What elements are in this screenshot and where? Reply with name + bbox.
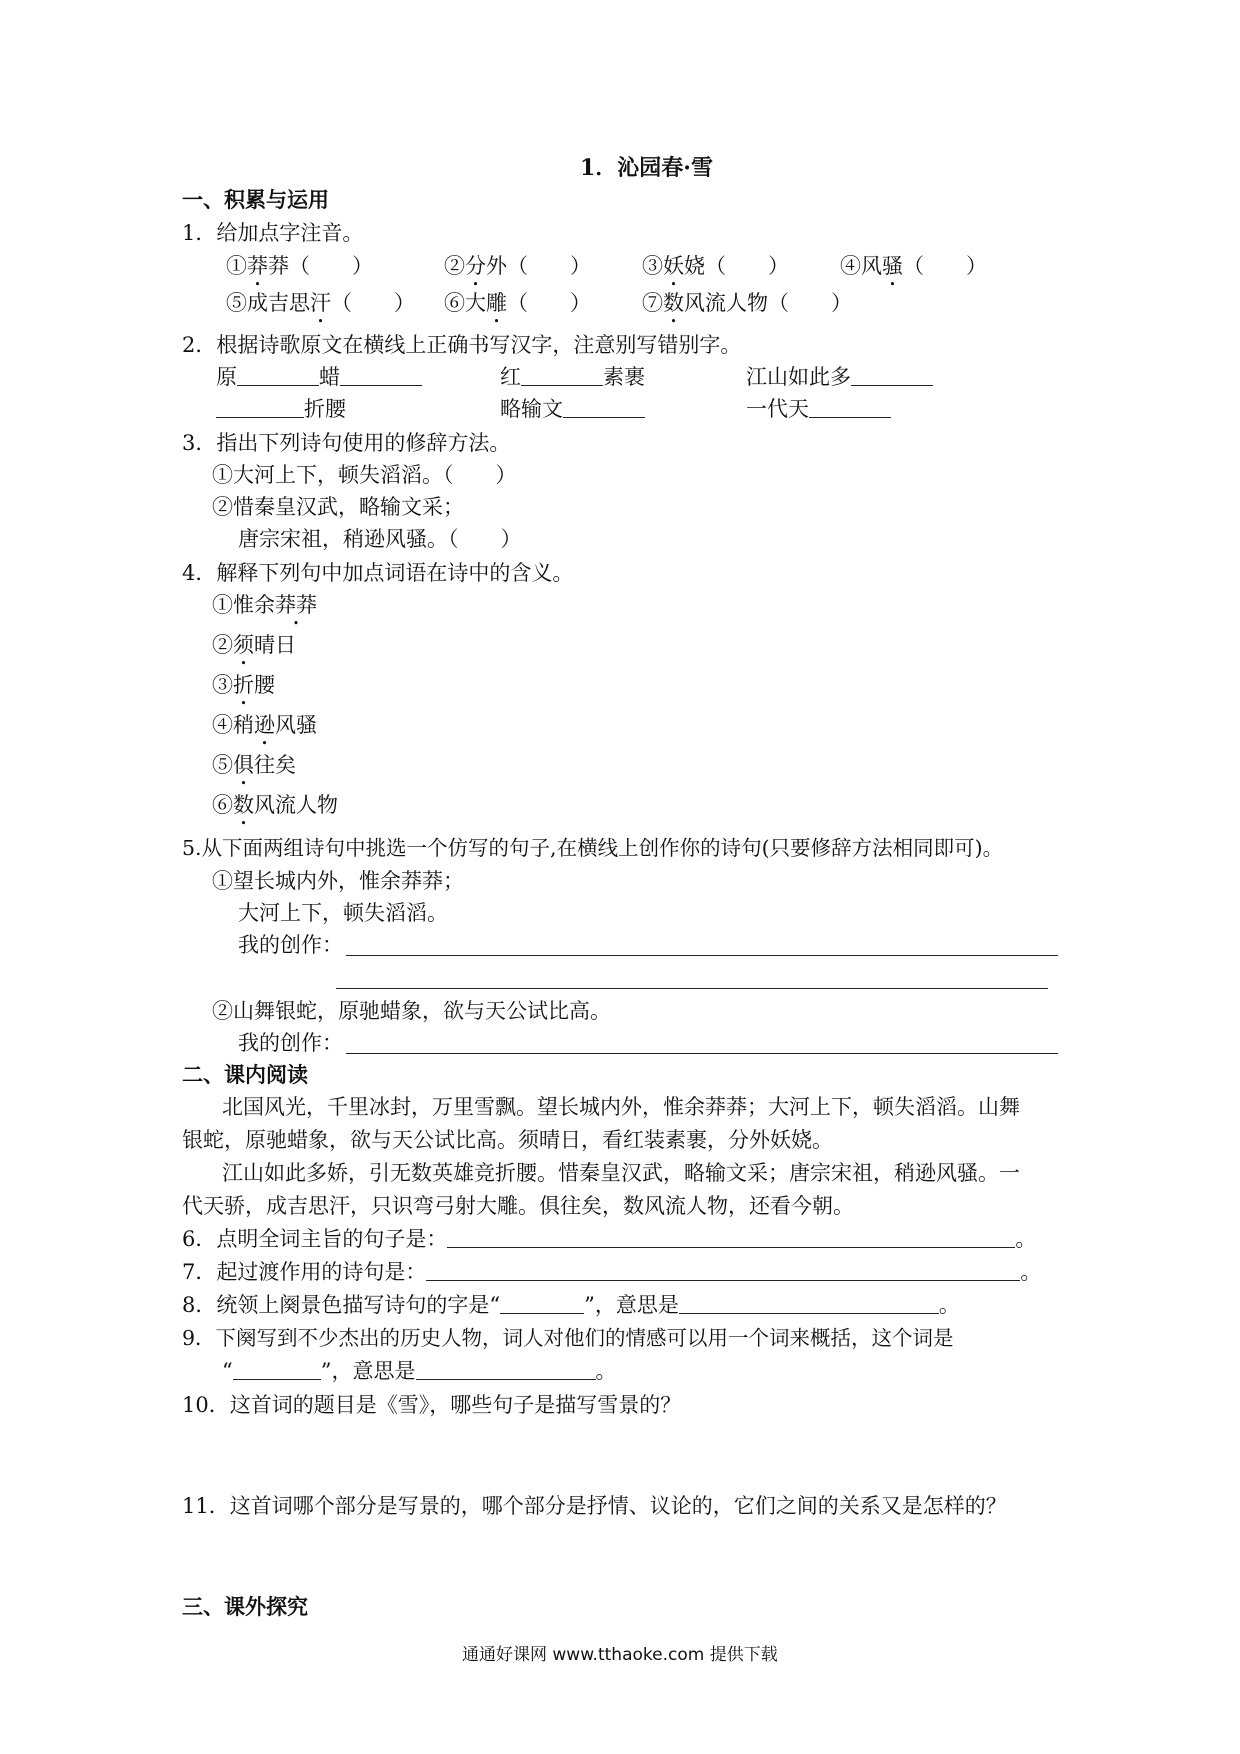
- answer-line[interactable]: [500, 1293, 584, 1314]
- q2-row-2c: 一代天: [746, 394, 891, 424]
- q3-line-1: ①大河上下，顿失滔滔。（ ）: [212, 463, 517, 487]
- question-8: 8．统领上阕景色描写诗句的字是“ ”，意思是 。: [182, 1293, 960, 1317]
- blank-line[interactable]: [340, 365, 422, 386]
- page-title: 1．沁园春·雪: [580, 155, 713, 181]
- blank-line[interactable]: [521, 365, 603, 386]
- q2-row-1c: 江山如此多: [746, 362, 933, 392]
- q5-create-label-2: 我的创作：: [238, 1031, 343, 1055]
- question-9-line-2: “ ”，意思是 。: [222, 1359, 617, 1383]
- q4-item-4: ④稍逊风骚: [212, 713, 317, 737]
- q1-item-6: ⑥大雕（ ）: [444, 291, 591, 315]
- blank-line[interactable]: [216, 397, 304, 418]
- footer-credit: 通通好课网 www.tthaoke.com 提供下载: [462, 1645, 778, 1665]
- question-4-stem: 4．解释下列句中加点词语在诗中的含义。: [182, 561, 574, 585]
- blank-line[interactable]: [809, 397, 891, 418]
- passage-line-3: 江山如此多娇，引无数英雄竞折腰。惜秦皇汉武，略输文采；唐宗宋祖，稍逊风骚。一: [222, 1161, 1020, 1185]
- passage-line-4: 代天骄，成吉思汗，只识弯弓射大雕。俱往矣，数风流人物，还看今朝。: [182, 1194, 854, 1218]
- q1-item-3: ③妖娆（ ）: [642, 254, 789, 278]
- question-1-stem: 1．给加点字注音。: [182, 221, 364, 245]
- blank-line[interactable]: [851, 365, 933, 386]
- blank-line[interactable]: [563, 397, 645, 418]
- answer-line[interactable]: [346, 1053, 1058, 1054]
- answer-line[interactable]: [679, 1293, 939, 1314]
- q4-item-2: ②须晴日: [212, 633, 296, 657]
- section-heading-2: 二、课内阅读: [182, 1063, 308, 1087]
- q2-row-2b: 略输文: [500, 394, 645, 424]
- passage-line-2: 银蛇，原驰蜡象，欲与天公试比高。须晴日，看红装素裹，分外妖娆。: [182, 1128, 833, 1152]
- question-11: 11．这首词哪个部分是写景的，哪个部分是抒情、议论的，它们之间的关系又是怎样的？: [182, 1494, 1007, 1518]
- blank-line[interactable]: [237, 365, 319, 386]
- section-heading-1: 一、积累与运用: [182, 188, 329, 212]
- q1-item-5: ⑤成吉思汗（ ）: [226, 291, 415, 315]
- q2-row-1: 原 蜡: [216, 362, 422, 392]
- q3-line-2: ②惜秦皇汉武，略输文采；: [212, 495, 464, 519]
- answer-line[interactable]: [447, 1227, 1015, 1248]
- question-5-stem: 5.从下面两组诗句中挑选一个仿写的句子,在横线上创作你的诗句(只要修辞方法相同即可)。: [182, 836, 1004, 860]
- q4-item-1: ①惟余莽莽: [212, 593, 317, 617]
- section-heading-3: 三、课外探究: [182, 1595, 308, 1619]
- answer-line[interactable]: [336, 988, 1048, 989]
- answer-line[interactable]: [233, 1359, 321, 1380]
- q5-create-label-1: 我的创作：: [238, 933, 343, 957]
- answer-line[interactable]: [346, 955, 1058, 956]
- q5-option-2: ②山舞银蛇，原驰蜡象，欲与天公试比高。: [212, 999, 611, 1023]
- q4-item-3: ③折腰: [212, 673, 275, 697]
- question-2-stem: 2．根据诗歌原文在横线上正确书写汉字，注意别写错别字。: [182, 333, 742, 357]
- q4-item-6: ⑥数风流人物: [212, 793, 338, 817]
- answer-line[interactable]: [416, 1359, 596, 1380]
- q2-row-1b: 红 素裹: [500, 365, 645, 389]
- answer-line[interactable]: [426, 1260, 1020, 1281]
- q5-option-1-line-1: ①望长城内外，惟余莽莽；: [212, 869, 464, 893]
- question-9-line-1: 9．下阕写到不少杰出的历史人物，词人对他们的情感可以用一个词来概括，这个词是: [182, 1326, 954, 1350]
- q4-item-5: ⑤俱往矣: [212, 753, 296, 777]
- q1-item-7: ⑦数风流人物（ ）: [642, 291, 852, 315]
- q2-row-2: 折腰: [216, 394, 346, 424]
- q1-item-4: ④风骚（ ）: [840, 254, 987, 278]
- question-6: 6．点明全词主旨的句子是： 。: [182, 1227, 1037, 1251]
- question-3-stem: 3．指出下列诗句使用的修辞方法。: [182, 431, 511, 455]
- q3-line-3: 唐宗宋祖，稍逊风骚。（ ）: [238, 527, 522, 551]
- q1-item-2: ②分外（ ）: [444, 254, 591, 278]
- question-10: 10．这首词的题目是《雪》，哪些句子是描写雪景的？: [182, 1393, 682, 1417]
- question-7: 7．起过渡作用的诗句是： 。: [182, 1260, 1042, 1284]
- passage-line-1: 北国风光，千里冰封，万里雪飘。望长城内外，惟余莽莽；大河上下，顿失滔滔。山舞: [222, 1095, 1020, 1119]
- q5-option-1-line-2: 大河上下，顿失滔滔。: [238, 901, 448, 925]
- q1-item-1: ①莽莽（ ）: [226, 254, 373, 278]
